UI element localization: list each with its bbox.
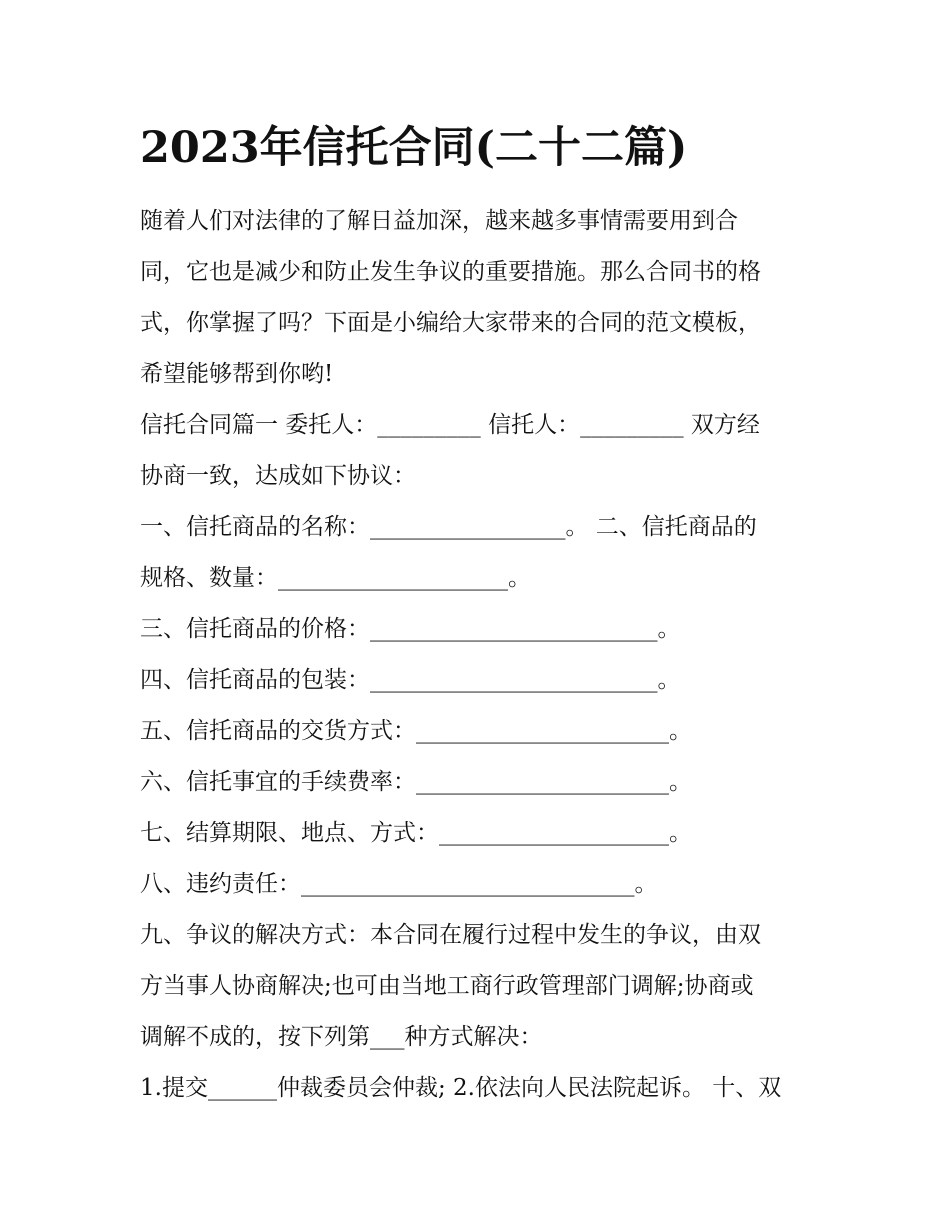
clause-1-line: 一、信托商品的名称：_________________。 二、信托商品的	[140, 514, 757, 540]
clause-5-line: 五、信托商品的交货方式：______________________。	[140, 718, 692, 744]
clause-9-line-2: 方当事人协商解决;也可由当地工商行政管理部门调解;协商或	[140, 973, 754, 999]
contract-agreement-line: 协商一致，达成如下协议：	[140, 463, 416, 489]
clause-6-line: 六、信托事宜的手续费率：______________________。	[140, 769, 692, 795]
clause-9-options-line: 1.提交______仲裁委员会仲裁; 2.依法向人民法院起诉。 十、双	[140, 1075, 782, 1101]
clause-7-line: 七、结算期限、地点、方式：____________________。	[140, 820, 692, 846]
clause-3-line: 三、信托商品的价格：_________________________。	[140, 616, 681, 642]
document-body	[140, 196, 820, 1114]
clause-9-line-3: 调解不成的，按下列第___种方式解决：	[140, 1024, 543, 1050]
intro-line-1: 随着人们对法律的了解日益加深，越来越多事情需要用到合	[140, 208, 738, 234]
intro-line-4: 希望能够帮到你哟!	[140, 361, 334, 387]
clause-4-line: 四、信托商品的包装：_________________________。	[140, 667, 681, 693]
intro-line-3: 式，你掌握了吗？下面是小编给大家带来的合同的范文模板，	[140, 310, 761, 336]
intro-line-2: 同，它也是减少和防止发生争议的重要措施。那么合同书的格	[140, 259, 761, 285]
clause-9-line-1: 九、争议的解决方式：本合同在履行过程中发生的争议，由双	[140, 922, 761, 948]
clause-2-line: 规格、数量：____________________。	[140, 565, 531, 591]
clause-8-line: 八、违约责任：_____________________________。	[140, 871, 658, 897]
contract-heading-line: 信托合同篇一 委托人：_________ 信托人：_________ 双方经	[140, 412, 760, 438]
document-title: 2023年信托合同(二十二篇)	[140, 123, 688, 173]
